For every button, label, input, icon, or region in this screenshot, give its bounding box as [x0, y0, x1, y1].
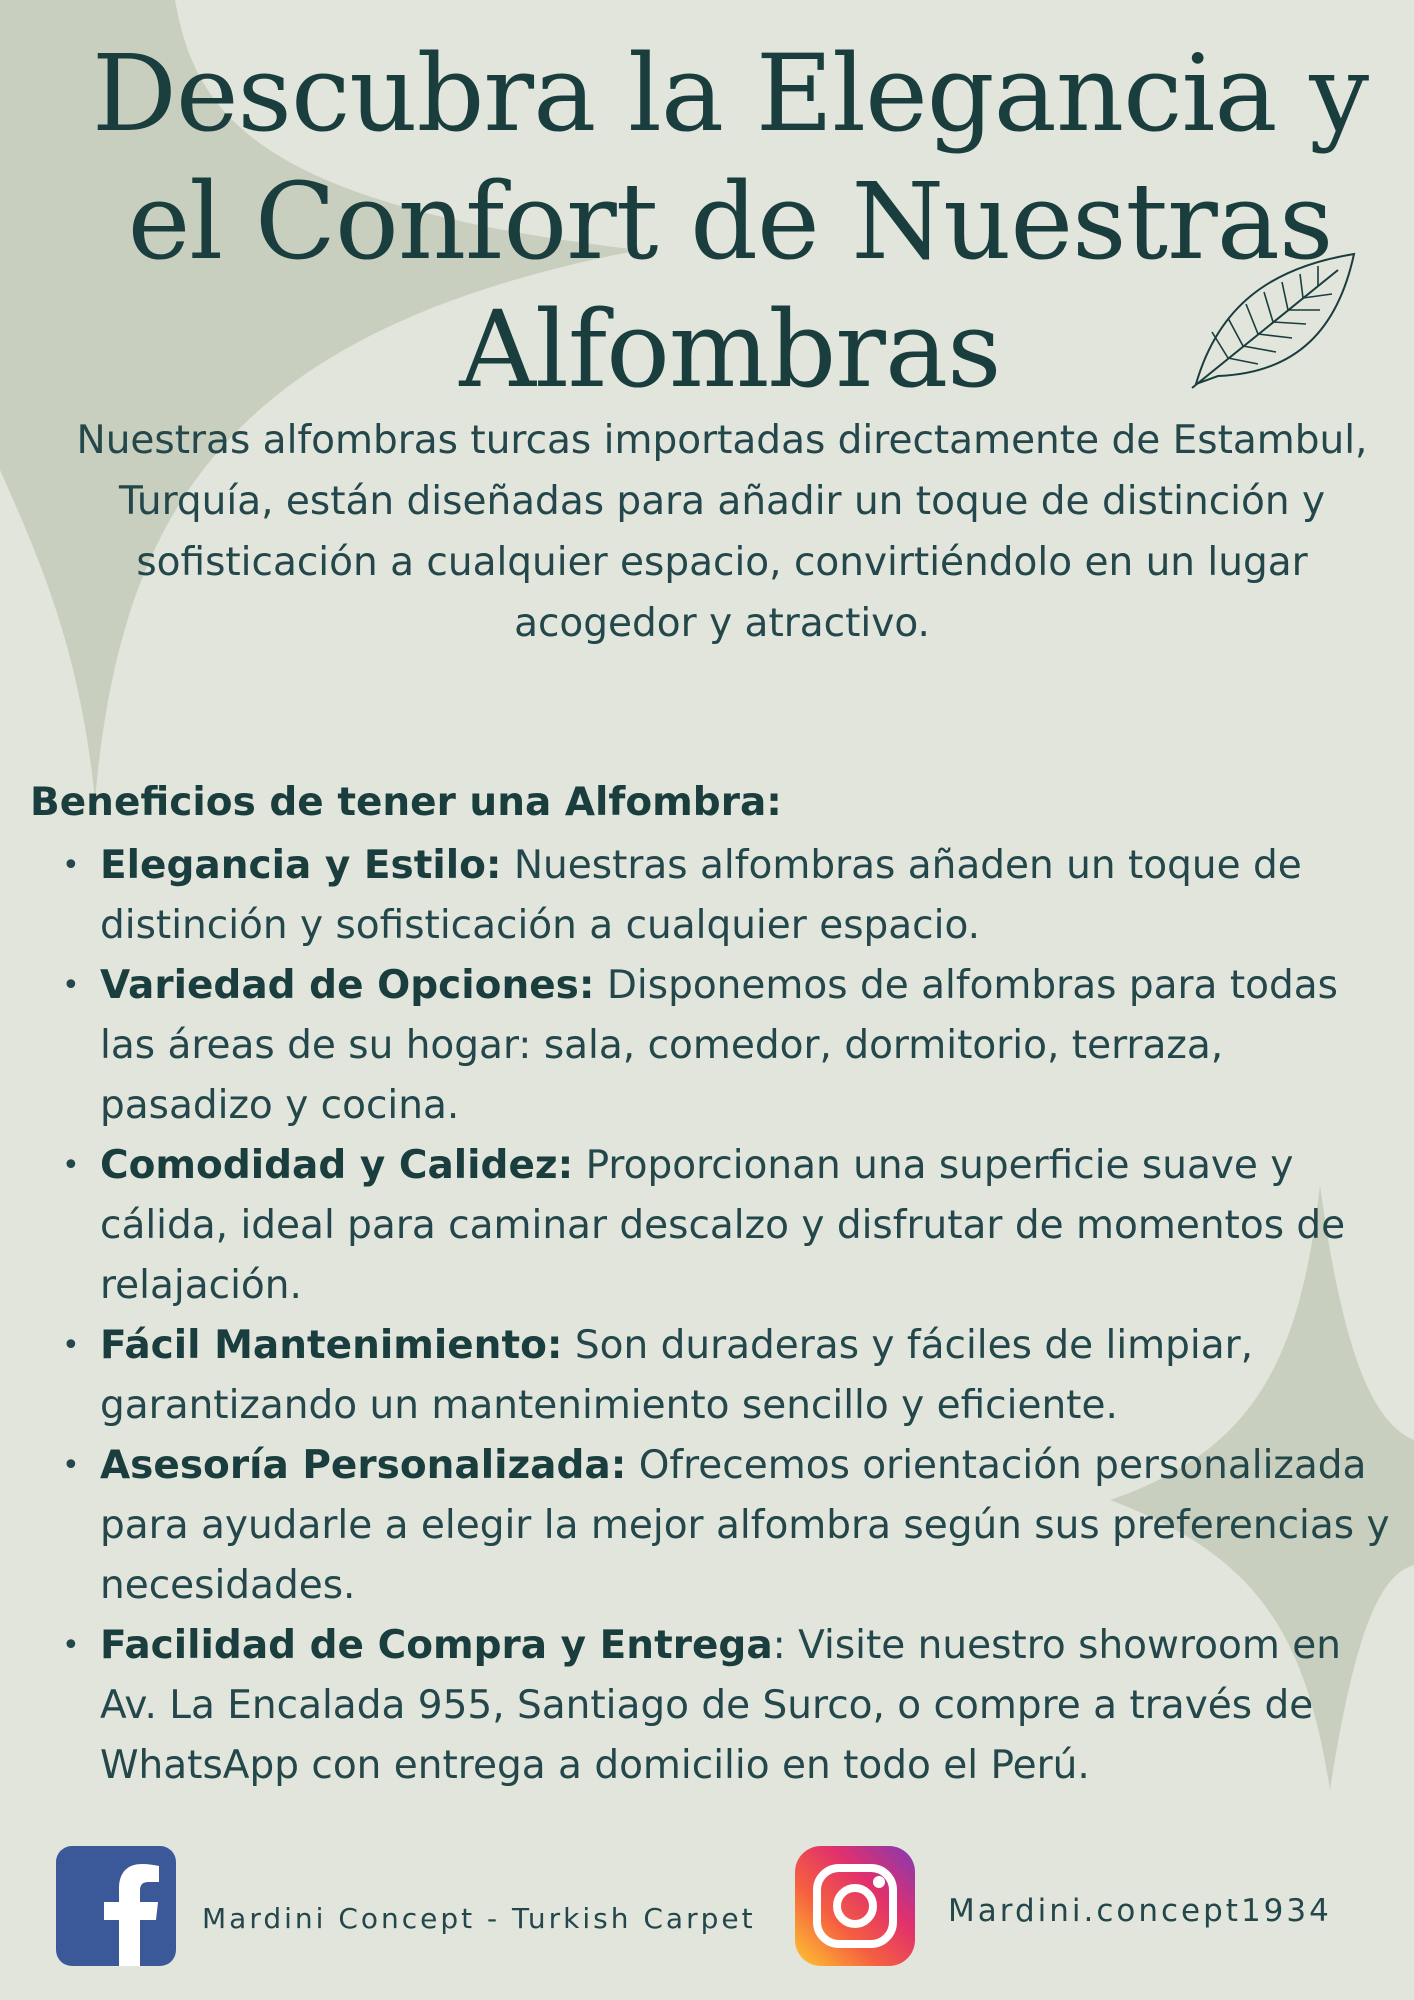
benefits-heading: Beneficios de tener una Alfombra:: [30, 780, 782, 825]
instagram-icon[interactable]: [795, 1846, 915, 1966]
bullet-icon: •: [62, 1448, 80, 1483]
benefit-item: [62, 1316, 1402, 1436]
benefit-text: Nuestras alfombras añaden un toque de distinción y sofisticación a cualquier espacio.: [100, 843, 1302, 948]
benefit-item: [62, 1616, 1402, 1796]
facebook-page-name[interactable]: Mardini Concept - Turkish Carpet: [202, 1902, 756, 1935]
bullet-icon: •: [62, 968, 80, 1003]
page-title: Descubra la Elegancia y el Confort de Nuestras Alfombras: [91, 32, 1369, 411]
benefit-text: Son duraderas y fáciles de limpiar, garantizando un mantenimiento sencillo y eficiente.: [100, 1323, 1254, 1428]
bullet-icon: •: [62, 1628, 80, 1663]
benefit-term: Comodidad y Calidez:: [100, 1143, 574, 1188]
benefit-term: Asesoría Personalizada:: [100, 1443, 627, 1488]
leaf-icon: [1188, 248, 1358, 390]
benefit-term: Elegancia y Estilo:: [100, 843, 502, 888]
benefit-item: [62, 1436, 1402, 1616]
benefit-term: Variedad de Opciones:: [100, 963, 595, 1008]
benefit-text: : Visite nuestro showroom en Av. La Encalada 955, Santiago de Surco, o compre a través de WhatsApp con entrega a domicilio en todo el Perú.: [100, 1623, 1341, 1788]
benefit-text: Proporcionan una superficie suave y cálida, ideal para caminar descalzo y disfrutar de momentos de relajación.: [100, 1143, 1346, 1308]
bullet-icon: •: [62, 848, 80, 883]
benefit-term: Facilidad de Compra y Entrega: [100, 1623, 773, 1668]
benefit-item: [62, 836, 1402, 956]
facebook-icon[interactable]: [56, 1846, 176, 1966]
intro-paragraph: Nuestras alfombras turcas importadas directamente de Estambul, Turquía, están diseñadas para añadir un toque de distinción y sofisticación a cualquier espacio, convirtiéndolo en un lugar acogedor y atractivo.: [76, 418, 1368, 646]
benefits-list: [62, 836, 1402, 1796]
bullet-icon: •: [62, 1148, 80, 1183]
benefit-text: Disponemos de alfombras para todas las áreas de su hogar: sala, comedor, dormitorio, terraza, pasadizo y cocina.: [100, 963, 1338, 1128]
benefit-text: Ofrecemos orientación personalizada para ayudarle a elegir la mejor alfombra según sus preferencias y necesidades.: [100, 1443, 1390, 1608]
benefit-term: Fácil Mantenimiento:: [100, 1323, 563, 1368]
bullet-icon: •: [62, 1328, 80, 1363]
instagram-handle[interactable]: Mardini.concept1934: [948, 1893, 1332, 1929]
benefit-item: [62, 956, 1402, 1136]
benefit-item: [62, 1136, 1402, 1316]
